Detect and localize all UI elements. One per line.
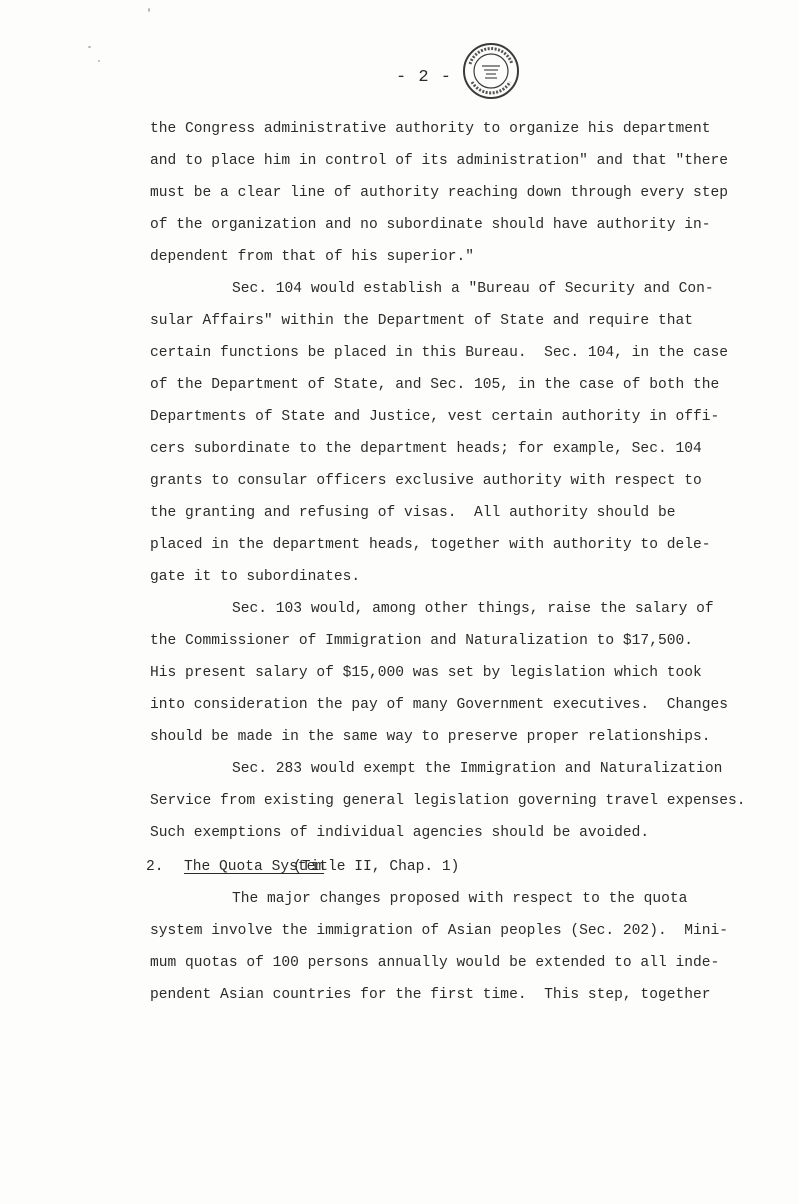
text-line: grants to consular officers exclusive authority with respect to	[150, 473, 702, 489]
text-line: must be a clear line of authority reaching down through every step	[150, 185, 729, 201]
text-line: The major changes proposed with respect to the quota	[232, 891, 688, 907]
text-line: the Commissioner of Immigration and Naturalization to $17,500.	[150, 633, 693, 649]
text-line: should be made in the same way to preserve proper relationships.	[150, 729, 711, 745]
text-line: cers subordinate to the department heads; for example, Sec. 104	[150, 441, 702, 457]
text-line: sular Affairs" within the Department of State and require that	[150, 313, 693, 329]
text-line: Departments of State and Justice, vest certain authority in offi-	[150, 409, 720, 425]
text-line: Sec. 103 would, among other things, raise the salary of	[232, 601, 714, 617]
text-line: Sec. 104 would establish a "Bureau of Security and Con-	[232, 281, 714, 297]
text-line: certain functions be placed in this Bureau. Sec. 104, in the case	[150, 345, 729, 361]
scan-speck	[98, 60, 100, 62]
text-line: the granting and refusing of visas. All authority should be	[150, 505, 676, 521]
text-line: placed in the department heads, together with authority to dele-	[150, 537, 711, 553]
library-stamp	[462, 42, 520, 100]
scan-speck	[148, 8, 150, 12]
page-number: - 2 -	[396, 68, 453, 87]
text-line: and to place him in control of its administration" and that "there	[150, 153, 729, 169]
text-line: of the Department of State, and Sec. 105, in the case of both the	[150, 377, 720, 393]
text-line: pendent Asian countries for the first time. This step, together	[150, 987, 711, 1003]
text-line: of the organization and no subordinate should have authority in-	[150, 217, 711, 233]
text-line: Sec. 283 would exempt the Immigration and Naturalization	[232, 761, 723, 777]
text-line: system involve the immigration of Asian peoples (Sec. 202). Mini-	[150, 923, 729, 939]
text-line: the Congress administrative authority to organize his department	[150, 121, 711, 137]
text-line: dependent from that of his superior."	[150, 249, 475, 265]
section-number: 2.	[146, 859, 164, 875]
section-subtitle: (Title II, Chap. 1)	[293, 859, 460, 875]
text-line: mum quotas of 100 persons annually would be extended to all inde-	[150, 955, 720, 971]
text-line: gate it to subordinates.	[150, 569, 361, 585]
scan-speck	[88, 46, 91, 48]
text-line: His present salary of $15,000 was set by legislation which took	[150, 665, 702, 681]
text-line: into consideration the pay of many Government executives. Changes	[150, 697, 729, 713]
text-line: Such exemptions of individual agencies should be avoided.	[150, 825, 650, 841]
section-title: The Quota System	[184, 859, 325, 875]
text-line: Service from existing general legislation governing travel expenses.	[150, 793, 746, 809]
